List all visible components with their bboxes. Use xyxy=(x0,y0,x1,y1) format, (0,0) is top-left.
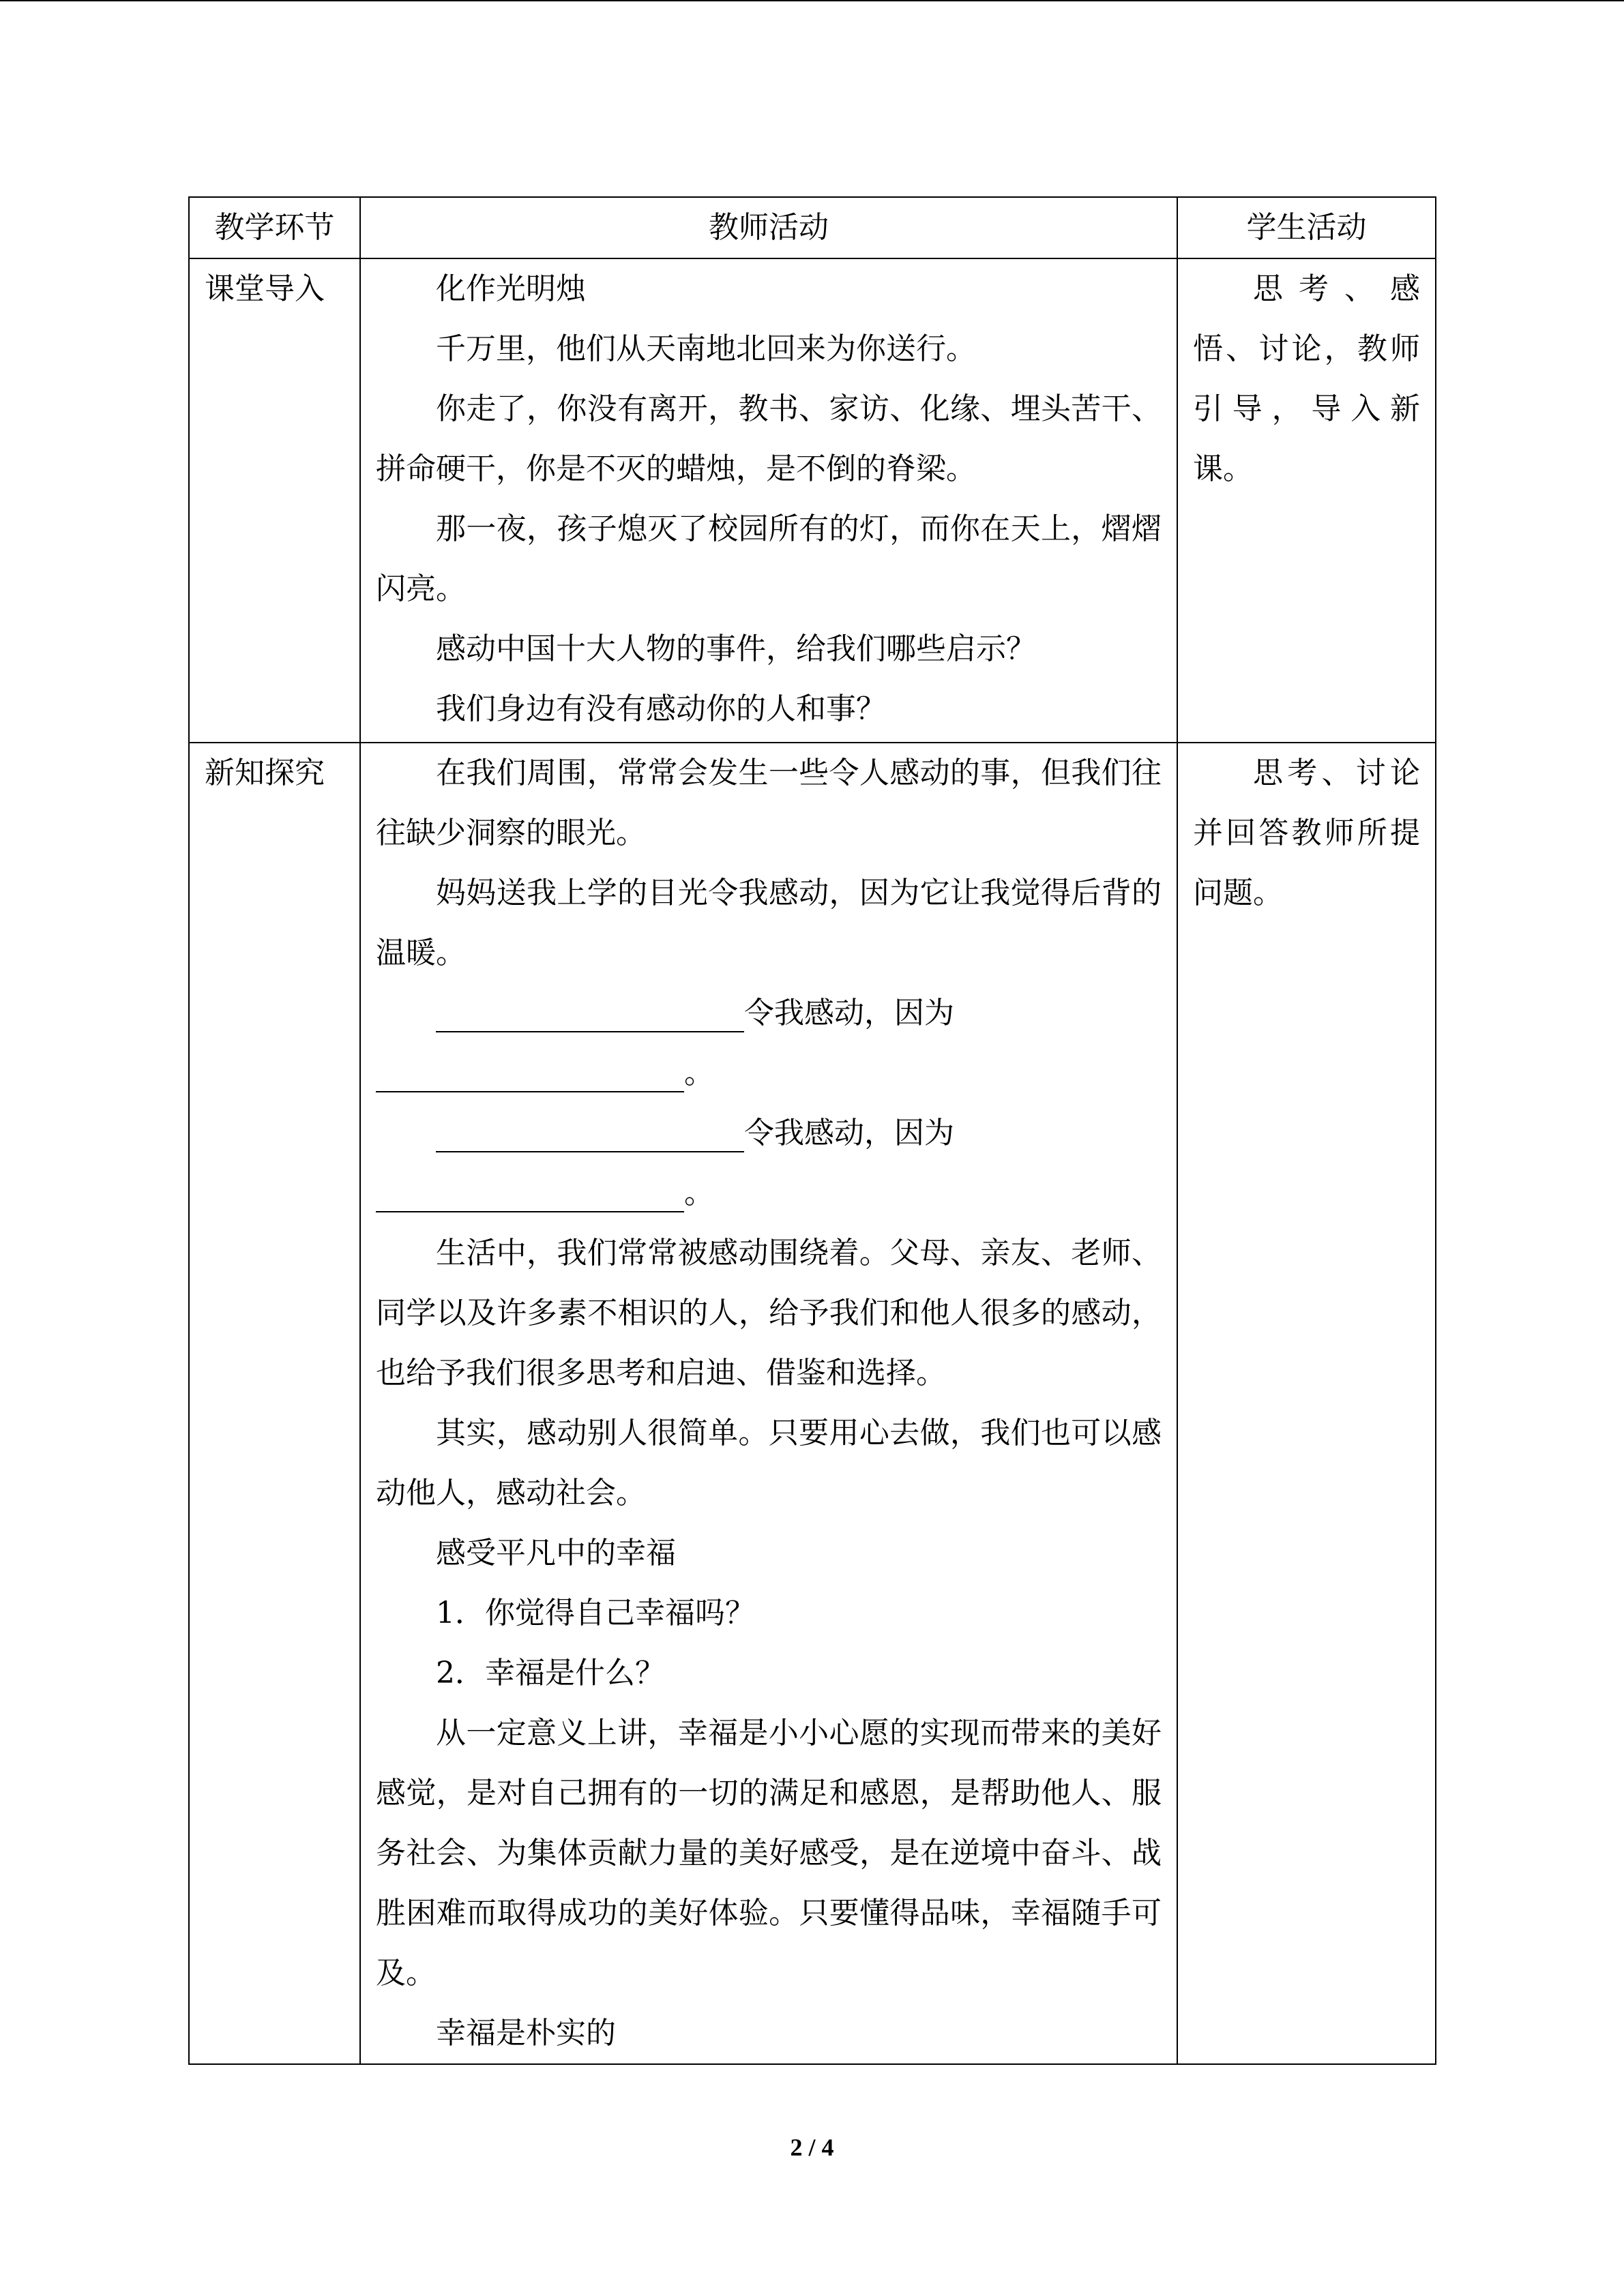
fill-blank-line xyxy=(376,1163,1162,1223)
blank-suffix-text: 令我感动，因为 xyxy=(744,1116,954,1150)
teacher-paragraph: 千万里，他们从天南地北回来为你送行。 xyxy=(436,331,976,366)
teacher-paragraph: 1．你觉得自己幸福吗？ xyxy=(436,1596,755,1630)
lesson-plan-table xyxy=(188,196,1436,2065)
blank-underline xyxy=(436,1110,744,1152)
blank-end-text: 。 xyxy=(684,1056,714,1090)
teacher-paragraph: 2．幸福是什么？ xyxy=(436,1656,665,1690)
teacher-paragraph: 你走了，你没有离开，教书、家访、化缘、埋头苦干、拼命硬干，你是不灭的蜡烛，是不倒的脊梁。 xyxy=(376,391,1162,486)
blank-suffix-text: 令我感动，因为 xyxy=(744,996,954,1030)
teacher-paragraph: 感受平凡中的幸福 xyxy=(436,1536,676,1570)
page-number: 2 / 4 xyxy=(790,2134,834,2161)
table-header-row xyxy=(189,197,1436,258)
teacher-paragraph: 幸福是朴实的 xyxy=(436,2016,616,2051)
blank-end-text: 。 xyxy=(684,1176,714,1210)
fill-blank-line xyxy=(376,983,1162,1043)
teacher-paragraph: 在我们周围，常常会发生一些令人感动的事，但我们往往缺少洞察的眼光。 xyxy=(376,756,1162,850)
teacher-paragraph: 妈妈送我上学的目光令我感动，因为它让我觉得后背的温暖。 xyxy=(376,876,1162,970)
page-top-border xyxy=(0,0,1624,1)
header-teacher-activity: 教师活动 xyxy=(360,197,1177,258)
student-cell-explore xyxy=(1177,743,1436,2064)
teacher-paragraph: 从一定意义上讲，幸福是小小心愿的实现而带来的美好感觉，是对自己拥有的一切的满足和感恩，是帮助他人、服务社会、为集体贡献力量的美好感受，是在逆境中奋斗、战胜困难而取得成功的美好体验。只要懂得品味，幸福随手可及。 xyxy=(376,1716,1162,1991)
teacher-paragraph: 感动中国十大人物的事件，给我们哪些启示？ xyxy=(436,631,1036,666)
student-text: 思考、感悟、讨论，教师引导，导入新课。 xyxy=(1193,271,1420,486)
teacher-paragraph: 我们身边有没有感动你的人和事？ xyxy=(436,691,886,726)
fill-blank-line xyxy=(376,1103,1162,1163)
fill-blank-line xyxy=(376,1043,1162,1103)
teacher-cell-intro xyxy=(360,258,1177,743)
student-cell-intro xyxy=(1177,258,1436,743)
header-stage: 教学环节 xyxy=(189,197,360,258)
blank-underline xyxy=(376,1170,684,1212)
blank-underline xyxy=(436,990,744,1032)
teacher-cell-explore xyxy=(360,743,1177,2064)
teacher-paragraph: 化作光明烛 xyxy=(436,271,586,306)
teacher-paragraph: 其实，感动别人很简单。只要用心去做，我们也可以感动他人，感动社会。 xyxy=(376,1416,1162,1510)
student-text: 思考、讨论并回答教师所提问题。 xyxy=(1193,756,1420,910)
stage-cell-intro: 课堂导入 xyxy=(189,258,360,743)
table-row-intro xyxy=(189,258,1436,743)
stage-cell-explore: 新知探究 xyxy=(189,743,360,2064)
blank-underline xyxy=(376,1050,684,1092)
header-student-activity: 学生活动 xyxy=(1177,197,1436,258)
table-row-explore xyxy=(189,743,1436,2064)
teacher-paragraph: 生活中，我们常常被感动围绕着。父母、亲友、老师、同学以及许多素不相识的人，给予我们和他人很多的感动，也给予我们很多思考和启迪、借鉴和选择。 xyxy=(376,1236,1162,1390)
teacher-paragraph: 那一夜，孩子熄灭了校园所有的灯，而你在天上，熠熠闪亮。 xyxy=(376,511,1162,606)
